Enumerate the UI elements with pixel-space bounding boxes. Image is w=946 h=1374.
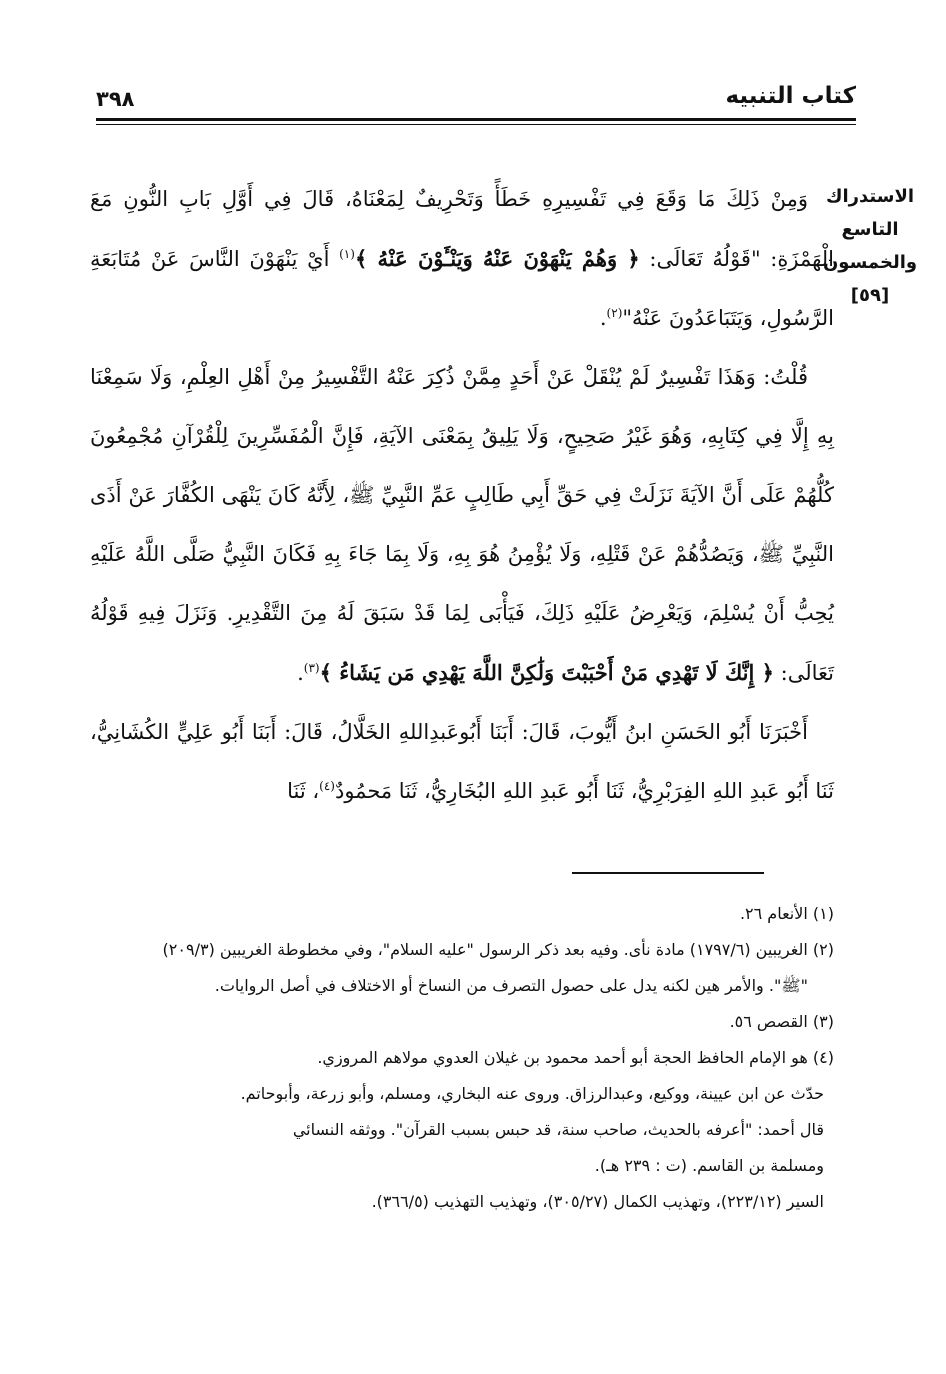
margin-note-line-1: الاستدراك <box>825 186 915 207</box>
margin-note-line-3: والخمسون <box>822 252 918 273</box>
paragraph-1-text-c: . <box>599 306 607 330</box>
header-rule-thin <box>96 124 856 125</box>
paragraph-2 <box>90 348 834 703</box>
header-rule <box>96 118 856 121</box>
footnote-1: (١) الأنعام ٢٦. <box>739 904 834 923</box>
book-title: كتاب التنبيه <box>725 83 856 109</box>
paragraph-1-text-a: وَمِنْ ذَلِكَ مَا وَقَعَ فِي تَفْسِيرِهِ خَطَأً وَتَحْرِيفٌ لِمَعْنَاهُ، قَالَ فِي أَوَّلِ بَابِ النُّونِ مَعَ الْهَمْزَةِ: "قَوْلُهُ تَعَالَى: <box>90 187 835 271</box>
footnote-4: (٤) هو الإمام الحافظ الحجة أبو أحمد محمود بن غيلان العدوي مولاهم المروزي. <box>317 1048 834 1067</box>
margin-note-line-2: التاسع <box>841 219 899 240</box>
main-text <box>90 170 834 821</box>
footnote-ref-4: (٤) <box>319 779 335 793</box>
footnote-2-continued: "ﷺ". والأمر هين لكنه يدل على حصول التصرف من النساخ أو الاختلاف في أصل الروايات. <box>214 976 808 995</box>
footnote-rule <box>572 872 764 874</box>
paragraph-3-text-a: أَخْبَرَنَا أَبُو الحَسَنِ ابنُ أَيُّوبَ، قَالَ: أَبَنَا أَبُوعَبدِاللهِ الخَلَّالُ، قَالَ: أَبَنَا أَبُو عَلِيٍّ الكُشَانِيُّ، ثَنَا أَبُو عَبدِ اللهِ الفِرَبْرِيُّ، ثَنَا أَبُو عَبدِ اللهِ البُخَارِيُّ، ثَنَا مَحمُودٌ <box>90 720 834 803</box>
footnote-3: (٣) القصص ٥٦. <box>729 1012 834 1031</box>
footnote-4-line-2: حدّث عن ابن عيينة، ووكيع، وعبدالرزاق. وروى عنه البخاري، ومسلم، وأبو زرعة، وأبوحاتم. <box>240 1084 824 1103</box>
margin-note-number: [٥٩] <box>850 285 890 306</box>
paragraph-3-text-b: ، ثَنَا <box>287 779 320 803</box>
paragraph-1-text-b: أَيْ يَنْهَوْنَ النَّاسَ عَنْ مُتَابَعَةِ الرَّسُولِ، وَيَتَبَاعَدُونَ عَنْهُ" <box>90 247 834 330</box>
paragraph-2-text-b: . <box>297 661 304 685</box>
paragraph-1 <box>90 170 834 348</box>
footnote-4-line-3: قال أحمد: "أعرفه بالحديث، صاحب سنة، قد حبس بسبب القرآن". ووثقه النسائي <box>292 1120 824 1139</box>
footnote-2: (٢) الغريبين (١٧٩٧/٦) مادة نأى. وفيه بعد ذكر الرسول "عليه السلام"، وفي مخطوطة الغريبين (٢٠٩/٣) <box>162 940 834 959</box>
paragraph-2-text-a: قُلْتُ: وَهَذَا تَفْسِيرٌ لَمْ يُنْقَلْ عَنْ أَحَدٍ مِمَّنْ ذُكِرَ عَنْهُ التَّفْسِيرُ مِنْ أَهْلِ العِلْمِ، وَلَا سَمِعْنَا بِهِ إِلَّا فِي كِتَابِهِ، وَهُوَ غَيْرُ صَحِيحٍ، وَلَا يَلِيقُ بِمَعْنَى الآيَةِ، فَإِنَّ الْمُفَسِّرِينَ لِلْقُرْآنِ مُجْمِعُونَ كُلُّهُمْ عَلَى أَنَّ الآيَةَ نَزَلَتْ فِي حَقِّ أَبِي طَالِبٍ عَمِّ النَّبِيِّ ﷺ، لِأَنَّهُ كَانَ يَنْهَى الكُفَّارَ عَنْ أَذَى النَّبِيِّ ﷺ، وَيَصُدُّهُمْ عَنْ قَتْلِهِ، وَلَا يُؤْمِنُ هُوَ بِهِ، وَلَا بِمَا جَاءَ بِهِ فَكَانَ النَّبِيُّ صَلَّى اللَّهُ عَلَيْهِ يُحِبُّ أَنْ يُسْلِمَ، وَيَعْرِضُ عَلَيْهِ ذَلِكَ، فَيَأْبَى لِمَا قَدْ سَبَقَ لَهُ مِنَ التَّقْدِيرِ. وَنَزَلَ فِيهِ قَوْلُهُ تَعَالَى: <box>90 365 834 685</box>
page-number: ٣٩٨ <box>96 87 135 111</box>
quran-verse-1: ﴿ وَهُمْ يَنْهَوْنَ عَنْهُ وَيَنْـَٔوْنَ عَنْهُ ﴾ <box>354 246 640 271</box>
footnotes <box>90 896 834 1220</box>
footnote-ref-3: (٣) <box>303 661 320 675</box>
quran-verse-2: ﴿ إِنَّكَ لَا تَهْدِي مَنْ أَحْبَبْتَ وَلَٰكِنَّ اللَّهَ يَهْدِي مَن يَشَاءُ ﴾ <box>319 660 774 685</box>
running-header <box>96 82 856 112</box>
paragraph-3 <box>90 703 834 821</box>
footnote-4-line-5: السير (٢٢٣/١٢)، وتهذيب الكمال (٣٠٥/٢٧)، وتهذيب التهذيب (٣٦٦/٥). <box>371 1192 824 1211</box>
footnote-ref-2: (٢) <box>606 306 623 320</box>
footnote-4-line-4: ومسلمة بن القاسم. (ت : ٢٣٩ هـ). <box>594 1156 824 1175</box>
footnote-ref-1: (١) <box>339 247 355 261</box>
